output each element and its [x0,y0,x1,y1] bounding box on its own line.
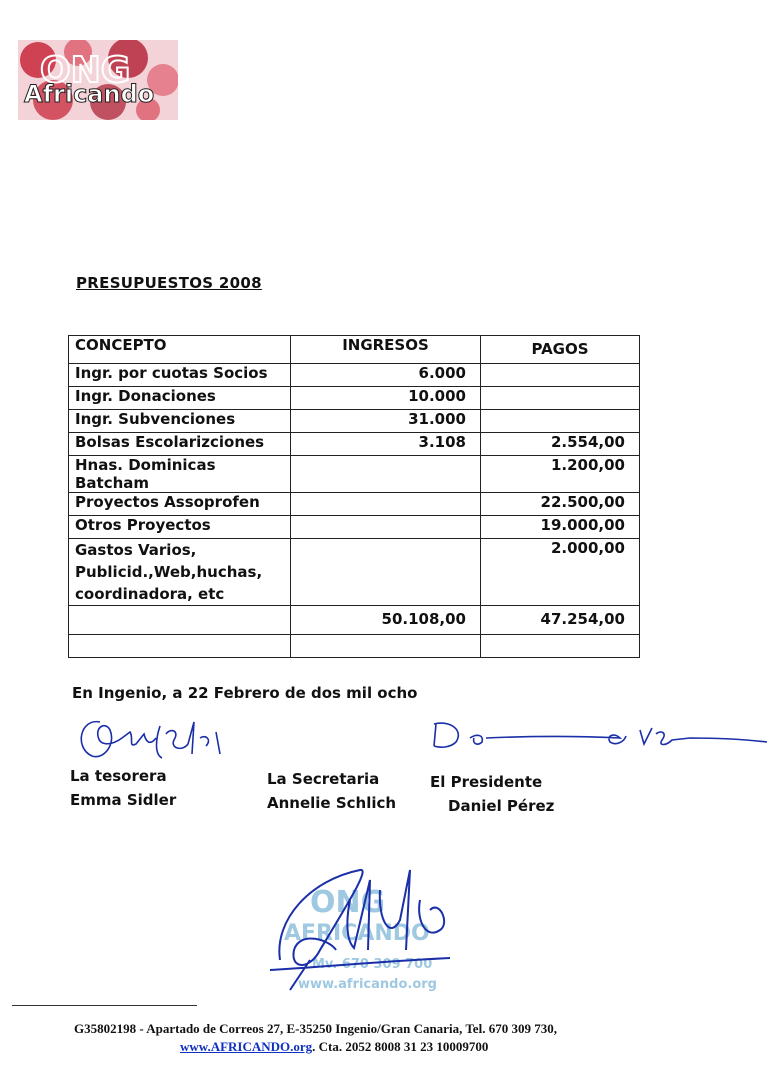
website-link[interactable]: www.AFRICANDO.org [180,1039,313,1054]
pagos-cell [481,387,640,410]
budget-table [68,335,640,658]
table-row-totals [69,606,640,635]
table-row [69,493,640,516]
bank-account: . Cta. 2052 8008 31 23 10009700 [312,1039,489,1054]
footer-line-1: G35802198 - Apartado de Correos 27, E-35250 Ingenio/Gran Canaria, Tel. 670 309 730, [74,1021,557,1036]
role-title: El Presidente [430,773,543,791]
signature-tesorera [70,708,230,768]
svg-text:ONG: ONG [310,885,386,920]
ingresos-cell [291,516,481,539]
svg-text:Africando: Africando [24,80,155,108]
role-title: La tesorera [70,767,167,785]
pagos-cell [481,364,640,387]
table-row [69,516,640,539]
table-row [69,456,640,493]
empty-cell [481,635,640,658]
concept-cell: Ingr. por cuotas Socios [69,364,291,387]
ingresos-cell [291,493,481,516]
header-concepto: CONCEPTO [69,336,291,364]
signature-presidente [430,716,767,756]
ingresos-cell [291,456,481,493]
role-name: Emma Sidler [70,791,177,809]
ingresos-cell: 3.108 [291,433,481,456]
empty-cell [291,635,481,658]
total-ingresos: 50.108,00 [291,606,481,635]
footer-divider [12,1005,197,1006]
table-row [69,410,640,433]
gastos-line: Publicid.,Web,huchas, [75,563,263,581]
pagos-cell: 1.200,00 [481,456,640,493]
gastos-line: coordinadora, etc [75,585,225,603]
pagos-cell [481,410,640,433]
place-date: En Ingenio, a 22 Febrero de dos mil ocho [72,684,418,702]
svg-text:www.africando.org: www.africando.org [298,977,437,992]
svg-text:AFRICANDO: AFRICANDO [284,921,430,946]
ingresos-cell [291,539,481,606]
signatory-presidente [430,770,554,818]
header-pagos: PAGOS [481,336,640,364]
table-row [69,433,640,456]
africando-logo [18,40,178,120]
table-header-row [69,336,640,364]
role-title: La Secretaria [267,770,380,788]
pagos-cell: 2.554,00 [481,433,640,456]
ingresos-cell: 10.000 [291,387,481,410]
stamp-with-signature [250,840,490,1010]
signatory-tesorera [70,764,176,812]
concept-cell: Hnas. Dominicas Batcham [69,456,291,493]
totals-label-cell [69,606,291,635]
gastos-line: Gastos Varios, [75,541,197,559]
total-pagos: 47.254,00 [481,606,640,635]
role-name: Daniel Pérez [448,797,555,815]
table-row [69,364,640,387]
table-row-gastos [69,539,640,606]
svg-text:ONG: ONG [40,50,131,91]
pagos-cell: 22.500,00 [481,493,640,516]
concept-cell: Proyectos Assoprofen [69,493,291,516]
role-name: Annelie Schlich [267,794,397,812]
header-ingresos: INGRESOS [291,336,481,364]
concept-cell-gastos [69,539,291,606]
concept-cell: Bolsas Escolarizciones [69,433,291,456]
table-row [69,387,640,410]
page-title: PRESUPUESTOS 2008 [76,274,262,292]
table-row-empty [69,635,640,658]
pagos-cell: 19.000,00 [481,516,640,539]
footer-line-2 [0,1039,767,1055]
ingresos-cell: 6.000 [291,364,481,387]
signatory-secretaria [267,767,396,815]
concept-cell: Ingr. Donaciones [69,387,291,410]
ingresos-cell: 31.000 [291,410,481,433]
empty-cell [69,635,291,658]
concept-cell: Ingr. Subvenciones [69,410,291,433]
pagos-cell: 2.000,00 [481,539,640,606]
svg-text:Mv. 670 309 700: Mv. 670 309 700 [312,957,433,972]
concept-cell: Otros Proyectos [69,516,291,539]
